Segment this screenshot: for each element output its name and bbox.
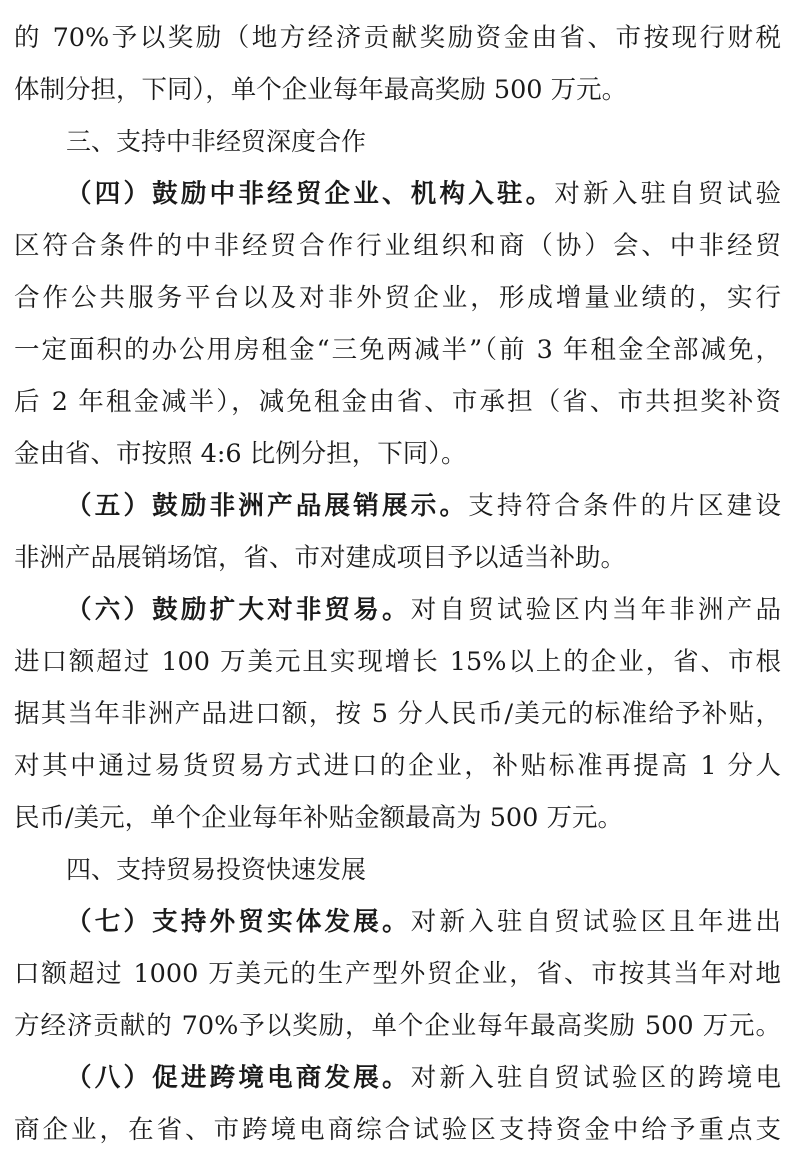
clause-title: （八）促进跨境电商发展。: [66, 1063, 411, 1093]
clause-title: （六）鼓励扩大对非贸易。: [66, 595, 411, 625]
line-text: 区符合条件的中非经贸合作行业组织和商（协）会、中非经贸: [14, 231, 781, 261]
text-line-20: [0, 1000, 793, 1052]
clause-title: （五）鼓励非洲产品展销展示。: [66, 491, 469, 521]
clause-4-line: [0, 168, 793, 220]
text-line-1: [0, 12, 793, 64]
line-text: 合作公共服务平台以及对非外贸企业，形成增量业绩的，实行: [14, 283, 781, 313]
clause-6-line: [0, 584, 793, 636]
text-line-8: [0, 376, 793, 428]
line-text: 的 70%予以奖励（地方经济贡献奖励资金由省、市按现行财税: [14, 23, 781, 53]
line-text: 一定面积的办公用房租金“三免两减半”（前 3 年租金全部减免，: [14, 335, 781, 365]
line-text: 非洲产品展销场馆，省、市对建成项目予以适当补助。: [14, 543, 627, 573]
line-text: 对其中通过易货贸易方式进口的企业，补贴标准再提高 1 分人: [14, 751, 781, 781]
line-text: 商企业，在省、市跨境电商综合试验区支持资金中给予重点支: [14, 1115, 781, 1145]
line-text: 对新入驻自贸试验区的跨境电: [410, 1063, 781, 1093]
text-line-22: [0, 1104, 793, 1156]
clause-title: （七）支持外贸实体发展。: [66, 907, 411, 937]
section-title: 四、支持贸易投资快速发展: [66, 855, 367, 884]
line-text: 进口额超过 100 万美元且实现增长 15%以上的企业，省、市根: [14, 647, 781, 677]
text-line-15: [0, 740, 793, 792]
line-text: 对新入驻自贸试验: [554, 179, 781, 209]
text-line-19: [0, 948, 793, 1000]
clause-title: （四）鼓励中非经贸企业、机构入驻。: [66, 179, 555, 209]
line-text: 对新入驻自贸试验区且年进出: [410, 907, 781, 937]
section-title: 三、支持中非经贸深度合作: [66, 127, 367, 156]
line-text: 据其当年非洲产品进口额，按 5 分人民币/美元的标准给予补贴，: [14, 699, 781, 729]
text-line-5: [0, 220, 793, 272]
clause-8-line: [0, 1052, 793, 1104]
text-line-9: [0, 428, 793, 480]
clause-5-line: [0, 480, 793, 532]
text-line-16: [0, 792, 793, 844]
line-text: 支持符合条件的片区建设: [468, 491, 781, 521]
line-text: 对自贸试验区内当年非洲产品: [410, 595, 781, 625]
text-line-7: [0, 324, 793, 376]
text-line-6: [0, 272, 793, 324]
line-text: 口额超过 1000 万美元的生产型外贸企业，省、市按其当年对地: [14, 959, 781, 989]
text-line-11: [0, 532, 793, 584]
line-text: 金由省、市按照 4:6 比例分担，下同）。: [14, 439, 467, 469]
section-heading-4: [0, 844, 793, 896]
text-line-13: [0, 636, 793, 688]
text-line-2: [0, 64, 793, 116]
line-text: 体制分担，下同），单个企业每年最高奖励 500 万元。: [14, 75, 628, 105]
text-line-14: [0, 688, 793, 740]
line-text: 方经济贡献的 70%予以奖励，单个企业每年最高奖励 500 万元。: [14, 1011, 781, 1041]
line-text: 民币/美元，单个企业每年补贴金额最高为 500 万元。: [14, 803, 623, 833]
line-text: 后 2 年租金减半），减免租金由省、市承担（省、市共担奖补资: [14, 387, 781, 417]
section-heading-3: [0, 116, 793, 168]
clause-7-line: [0, 896, 793, 948]
